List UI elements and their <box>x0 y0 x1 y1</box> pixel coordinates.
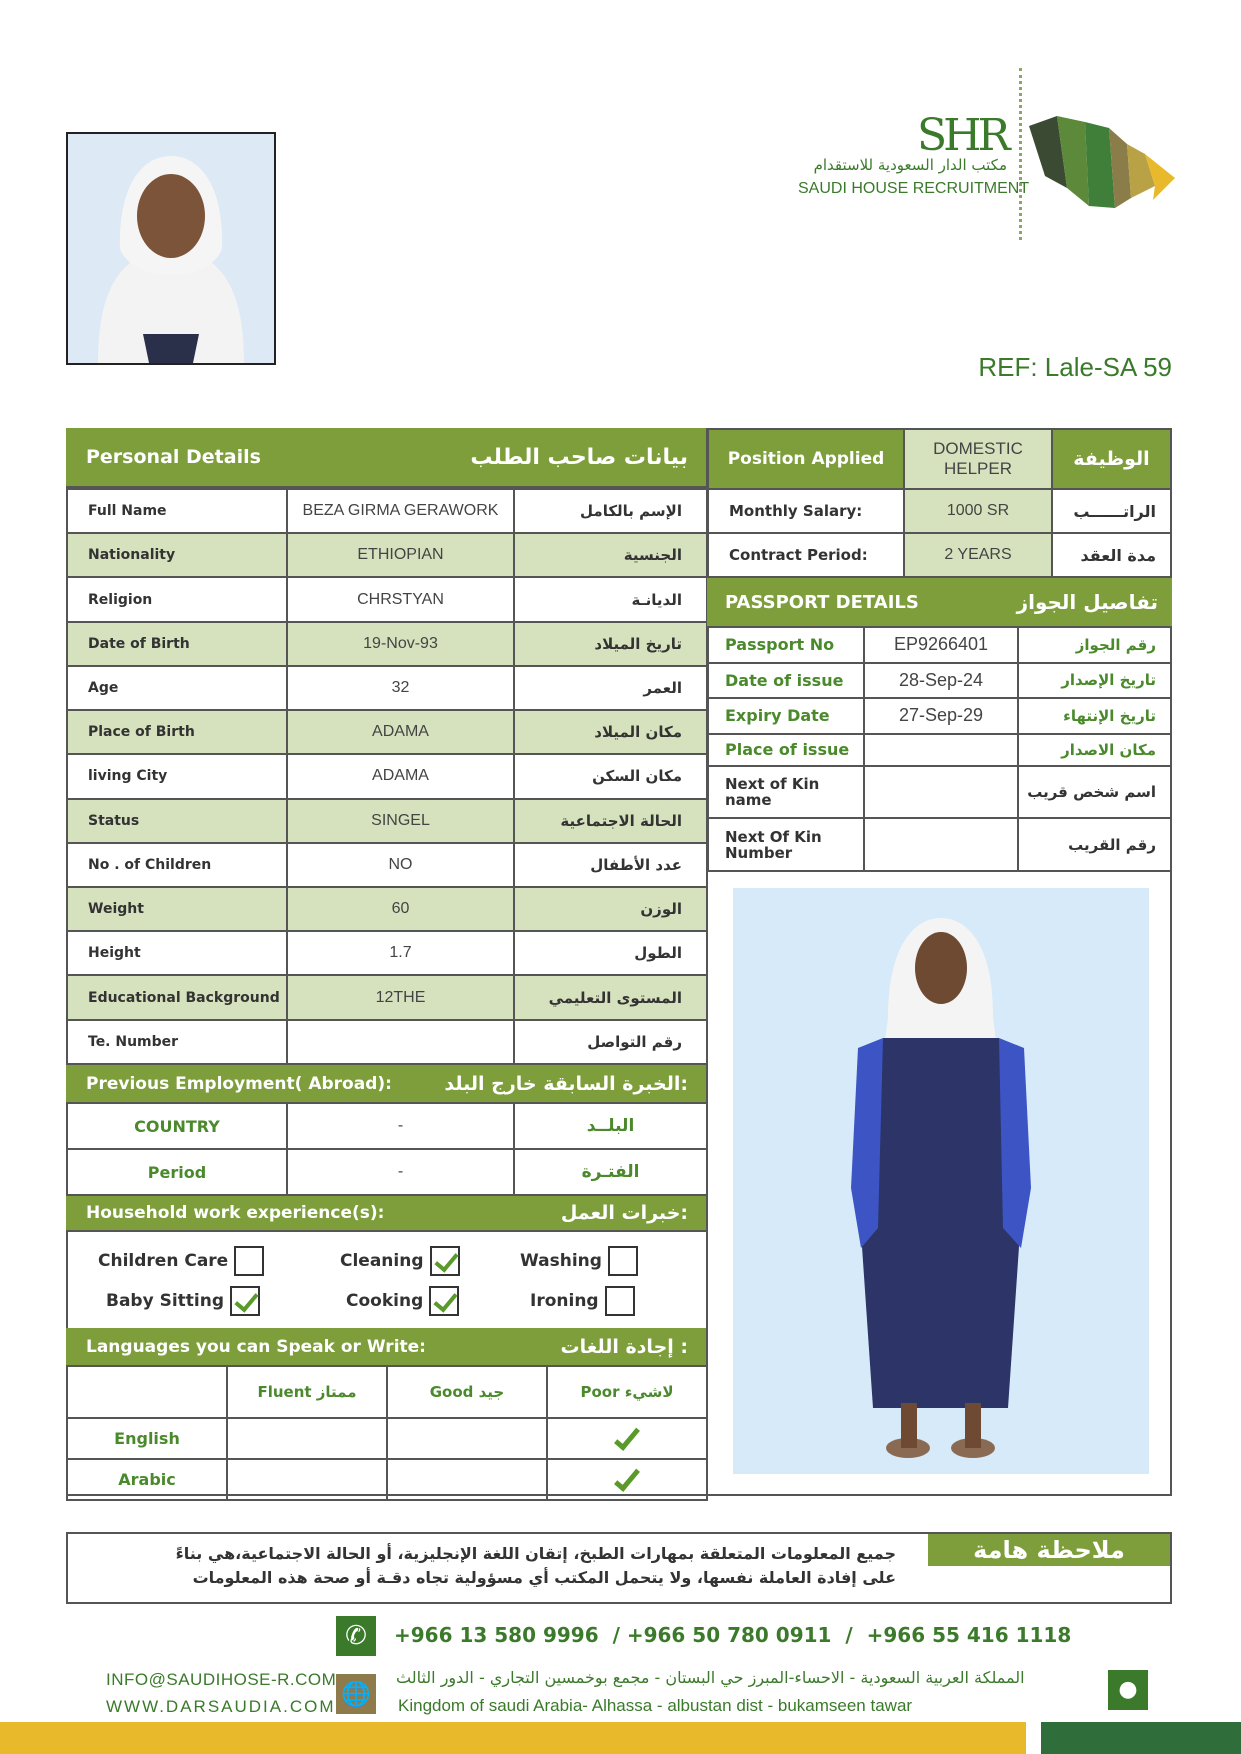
position-table <box>707 428 1172 578</box>
check-item: Children Care <box>98 1246 264 1276</box>
table-row: Educational Background 12THE المستوى التعليمي <box>67 975 707 1019</box>
table-row: Arabic <box>67 1459 707 1500</box>
languages-header <box>66 1328 708 1365</box>
children-care-checkbox[interactable] <box>234 1246 264 1276</box>
check-item: Ironing <box>530 1286 635 1316</box>
cooking-checkbox[interactable] <box>429 1286 459 1316</box>
personal-details-title-ar: بيانات صاحب الطلب <box>470 444 688 470</box>
important-note <box>66 1532 1172 1604</box>
check-item: Washing <box>520 1246 638 1276</box>
personal-details-table <box>66 488 708 1065</box>
washing-checkbox[interactable] <box>608 1246 638 1276</box>
footer-bar-yellow <box>0 1722 1026 1754</box>
logo-name-en: SAUDI HOUSE RECRUITMENT <box>798 180 1030 197</box>
applicant-portrait <box>66 132 276 365</box>
email-text: INFO@SAUDIHOSE-R.COM <box>106 1670 337 1689</box>
location-pin-icon: ● <box>1108 1670 1148 1710</box>
note-title: ملاحظة هامة <box>928 1534 1170 1566</box>
cleaning-checkbox[interactable] <box>430 1246 460 1276</box>
table-row: Expiry Date 27-Sep-29 تاريخ الإنتهاء <box>708 698 1171 734</box>
ironing-checkbox[interactable] <box>605 1286 635 1316</box>
applicant-full-photo <box>733 888 1149 1474</box>
website-text: WWW.DARSAUDIA.COM <box>106 1697 336 1716</box>
table-row: Next Of Kin Number رقم القريب <box>708 818 1171 871</box>
personal-details-header <box>66 428 708 488</box>
languages-title-en: Languages you can Speak or Write: <box>86 1336 426 1357</box>
company-logo <box>795 62 1175 242</box>
table-row: Place of issue مكان الاصدار <box>708 734 1171 766</box>
phone-icon: ✆ <box>336 1616 376 1656</box>
table-row: Te. Number رقم التواصل <box>67 1020 707 1064</box>
table-row: Next of Kin name اسم شخص قريب <box>708 766 1171 819</box>
baby-sitting-checkbox[interactable] <box>230 1286 260 1316</box>
logo-monogram: SHR <box>917 110 1007 161</box>
saudi-map-icon <box>1027 88 1177 218</box>
table-row: Nationality ETHIOPIAN الجنسية <box>67 533 707 577</box>
table-row: COUNTRY - البلــد <box>67 1103 707 1149</box>
languages-title-ar: إجادة اللغات : <box>560 1335 688 1358</box>
previous-employment-header <box>66 1065 708 1102</box>
address-ar: المملكة العربية السعودية - الاحساء-المبرز حي البستان - مجمع بوخمسين التجاري - الدور الثالث <box>396 1668 1025 1687</box>
logo-name-ar: مكتب الدار السعودية للاستقدام <box>813 156 1007 174</box>
table-row: Status SINGEL الحالة الاجتماعية <box>67 799 707 843</box>
languages-table <box>66 1365 708 1501</box>
table-row: Height 1.7 الطول <box>67 931 707 975</box>
logo-divider <box>1019 68 1022 240</box>
household-header <box>66 1196 708 1232</box>
passport-header <box>707 578 1172 626</box>
reference-number: REF: Lale-SA 59 <box>978 352 1172 382</box>
phone-numbers: +966 13 580 9996 / +966 50 780 0911 / +966 55 416 1118 <box>394 1623 1072 1647</box>
check-icon <box>614 1423 640 1451</box>
check-item: Cleaning <box>340 1246 460 1276</box>
table-row: English <box>67 1418 707 1459</box>
passport-title-ar: تفاصيل الجواز <box>1016 590 1158 614</box>
globe-icon: 🌐 <box>336 1674 376 1714</box>
passport-title-en: PASSPORT DETAILS <box>725 591 919 613</box>
note-line-1: جميع المعلومات المتعلقة بمهارات الطبخ، إتقان اللغة الإنجليزية، أو الحالة الاجتماعية،هي بناءً <box>175 1544 896 1563</box>
table-row: Fluent ممتاز Good جيد Poor لاشيء <box>67 1366 707 1418</box>
previous-employment-title-ar: الخبرة السابقة خارج البلد: <box>444 1072 688 1095</box>
table-row: Position Applied DOMESTIC HELPER الوظيفة <box>708 429 1171 489</box>
table-row: living City ADAMA مكان السكن <box>67 754 707 798</box>
table-row: Monthly Salary: 1000 SR الراتــــــب <box>708 489 1171 533</box>
table-row: Place of Birth ADAMA مكان الميلاد <box>67 710 707 754</box>
note-line-2: على إفادة العاملة نفسها، ولا يتحمل المكتب أي مسؤولية تجاه دقـة أو صحة هذه المعلومات <box>192 1568 896 1587</box>
table-row: Weight 60 الوزن <box>67 887 707 931</box>
household-checklist <box>66 1232 708 1328</box>
table-row: Date of issue 28-Sep-24 تاريخ الإصدار <box>708 663 1171 699</box>
table-row: Period - الفتـرة <box>67 1149 707 1195</box>
table-row: Contract Period: 2 YEARS مدة العقد <box>708 533 1171 577</box>
household-title-ar: خبرات العمل: <box>560 1202 688 1224</box>
household-title-en: Household work experience(s): <box>86 1203 385 1223</box>
table-row: Passport No EP9266401 رقم الجواز <box>708 627 1171 663</box>
passport-table <box>707 626 1172 872</box>
check-item: Cooking <box>346 1286 459 1316</box>
check-item: Baby Sitting <box>106 1286 260 1316</box>
table-row: Age 32 العمر <box>67 666 707 710</box>
personal-details-title-en: Personal Details <box>86 446 261 468</box>
footer-bar-green <box>1041 1722 1241 1754</box>
table-row: Full Name BEZA GIRMA GERAWORK الإسم بالكامل <box>67 489 707 533</box>
table-row: Religion CHRSTYAN الديانـة <box>67 577 707 621</box>
previous-employment-table <box>66 1102 708 1196</box>
previous-employment-title-en: Previous Employment( Abroad): <box>86 1073 392 1094</box>
address-en: Kingdom of saudi Arabia- Alhassa - albustan dist - bukamseen tawar <box>398 1696 913 1715</box>
table-row: Date of Birth 19-Nov-93 تاريخ الميلاد <box>67 622 707 666</box>
table-row: No . of Children NO عدد الأطفال <box>67 843 707 887</box>
check-icon <box>614 1464 640 1492</box>
